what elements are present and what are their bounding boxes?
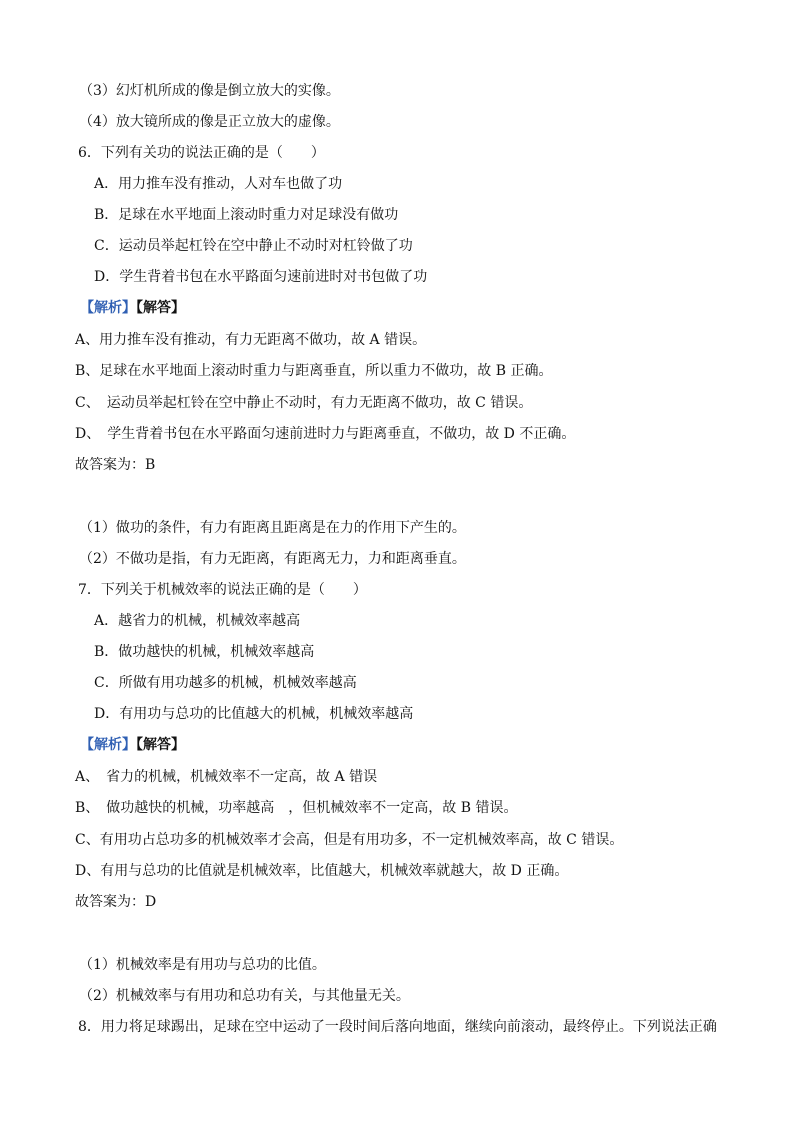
note-paragraph: （1）机械效率是有用功与总功的比值。 xyxy=(79,957,326,973)
solution-line: A、 省力的机械，机械效率不一定高，故 A 错误 xyxy=(75,769,378,785)
question-7-solution-header xyxy=(80,735,185,755)
analysis-tag: 【解析】 xyxy=(80,737,136,753)
solution-line: A、用力推车没有推动，有力无距离不做功，故 A 错误。 xyxy=(75,332,427,348)
note-paragraph: （3）幻灯机所成的像是倒立放大的实像。 xyxy=(79,83,340,99)
question-7-option-b: B．做功越快的机械，机械效率越高 xyxy=(94,644,315,660)
solution-line: D、 学生背着书包在水平路面匀速前进时力与距离垂直，不做功，故 D 不正确。 xyxy=(75,426,576,442)
solution-line: B、足球在水平地面上滚动时重力与距离垂直，所以重力不做功，故 B 正确。 xyxy=(75,363,553,379)
note-paragraph: （2）不做功是指，有力无距离，有距离无力，力和距离垂直。 xyxy=(79,551,466,567)
final-answer: 故答案为：D xyxy=(75,894,157,910)
solution-line: C、有用功占总功多的机械效率才会高，但是有用功多，不一定机械效率高，故 C 错误。 xyxy=(75,832,624,848)
answer-tag: 【解答】 xyxy=(136,300,185,316)
question-6-option-a: A．用力推车没有推动，人对车也做了功 xyxy=(94,176,343,192)
note-paragraph: （4）放大镜所成的像是正立放大的虚像。 xyxy=(79,114,340,130)
note-paragraph: （2）机械效率与有用功和总功有关，与其他量无关。 xyxy=(79,988,410,1004)
question-7-option-c: C．所做有用功越多的机械，机械效率越高 xyxy=(94,675,357,691)
question-6-solution-header xyxy=(80,298,185,318)
question-6-option-c: C．运动员举起杠铃在空中静止不动时对杠铃做了功 xyxy=(94,238,413,254)
answer-tag: 【解答】 xyxy=(136,737,185,753)
final-answer: 故答案为：B xyxy=(75,457,156,473)
question-6-stem: 6．下列有关功的说法正确的是（ ） xyxy=(78,145,325,161)
question-7-option-d: D．有用功与总功的比值越大的机械，机械效率越高 xyxy=(94,706,414,722)
question-6-option-d: D．学生背着书包在水平路面匀速前进时对书包做了功 xyxy=(94,269,428,285)
solution-line: D、有用与总功的比值就是机械效率，比值越大，机械效率就越大，故 D 正确。 xyxy=(75,863,569,879)
question-6-option-b: B．足球在水平地面上滚动时重力对足球没有做功 xyxy=(94,207,399,223)
solution-line: B、 做功越快的机械，功率越高 ，但机械效率不一定高，故 B 错误。 xyxy=(75,800,518,816)
question-7-option-a: A．越省力的机械，机械效率越高 xyxy=(94,613,301,629)
question-8-stem: 8．用力将足球踢出，足球在空中运动了一段时间后落向地面，继续向前滚动，最终停止。下列说法正确 xyxy=(78,1019,717,1035)
note-paragraph: （1）做功的条件，有力有距离且距离是在力的作用下产生的。 xyxy=(79,520,466,536)
question-7-stem: 7．下列关于机械效率的说法正确的是（ ） xyxy=(78,582,367,598)
solution-line: C、 运动员举起杠铃在空中静止不动时，有力无距离不做功，故 C 错误。 xyxy=(75,395,533,411)
analysis-tag: 【解析】 xyxy=(80,300,136,316)
